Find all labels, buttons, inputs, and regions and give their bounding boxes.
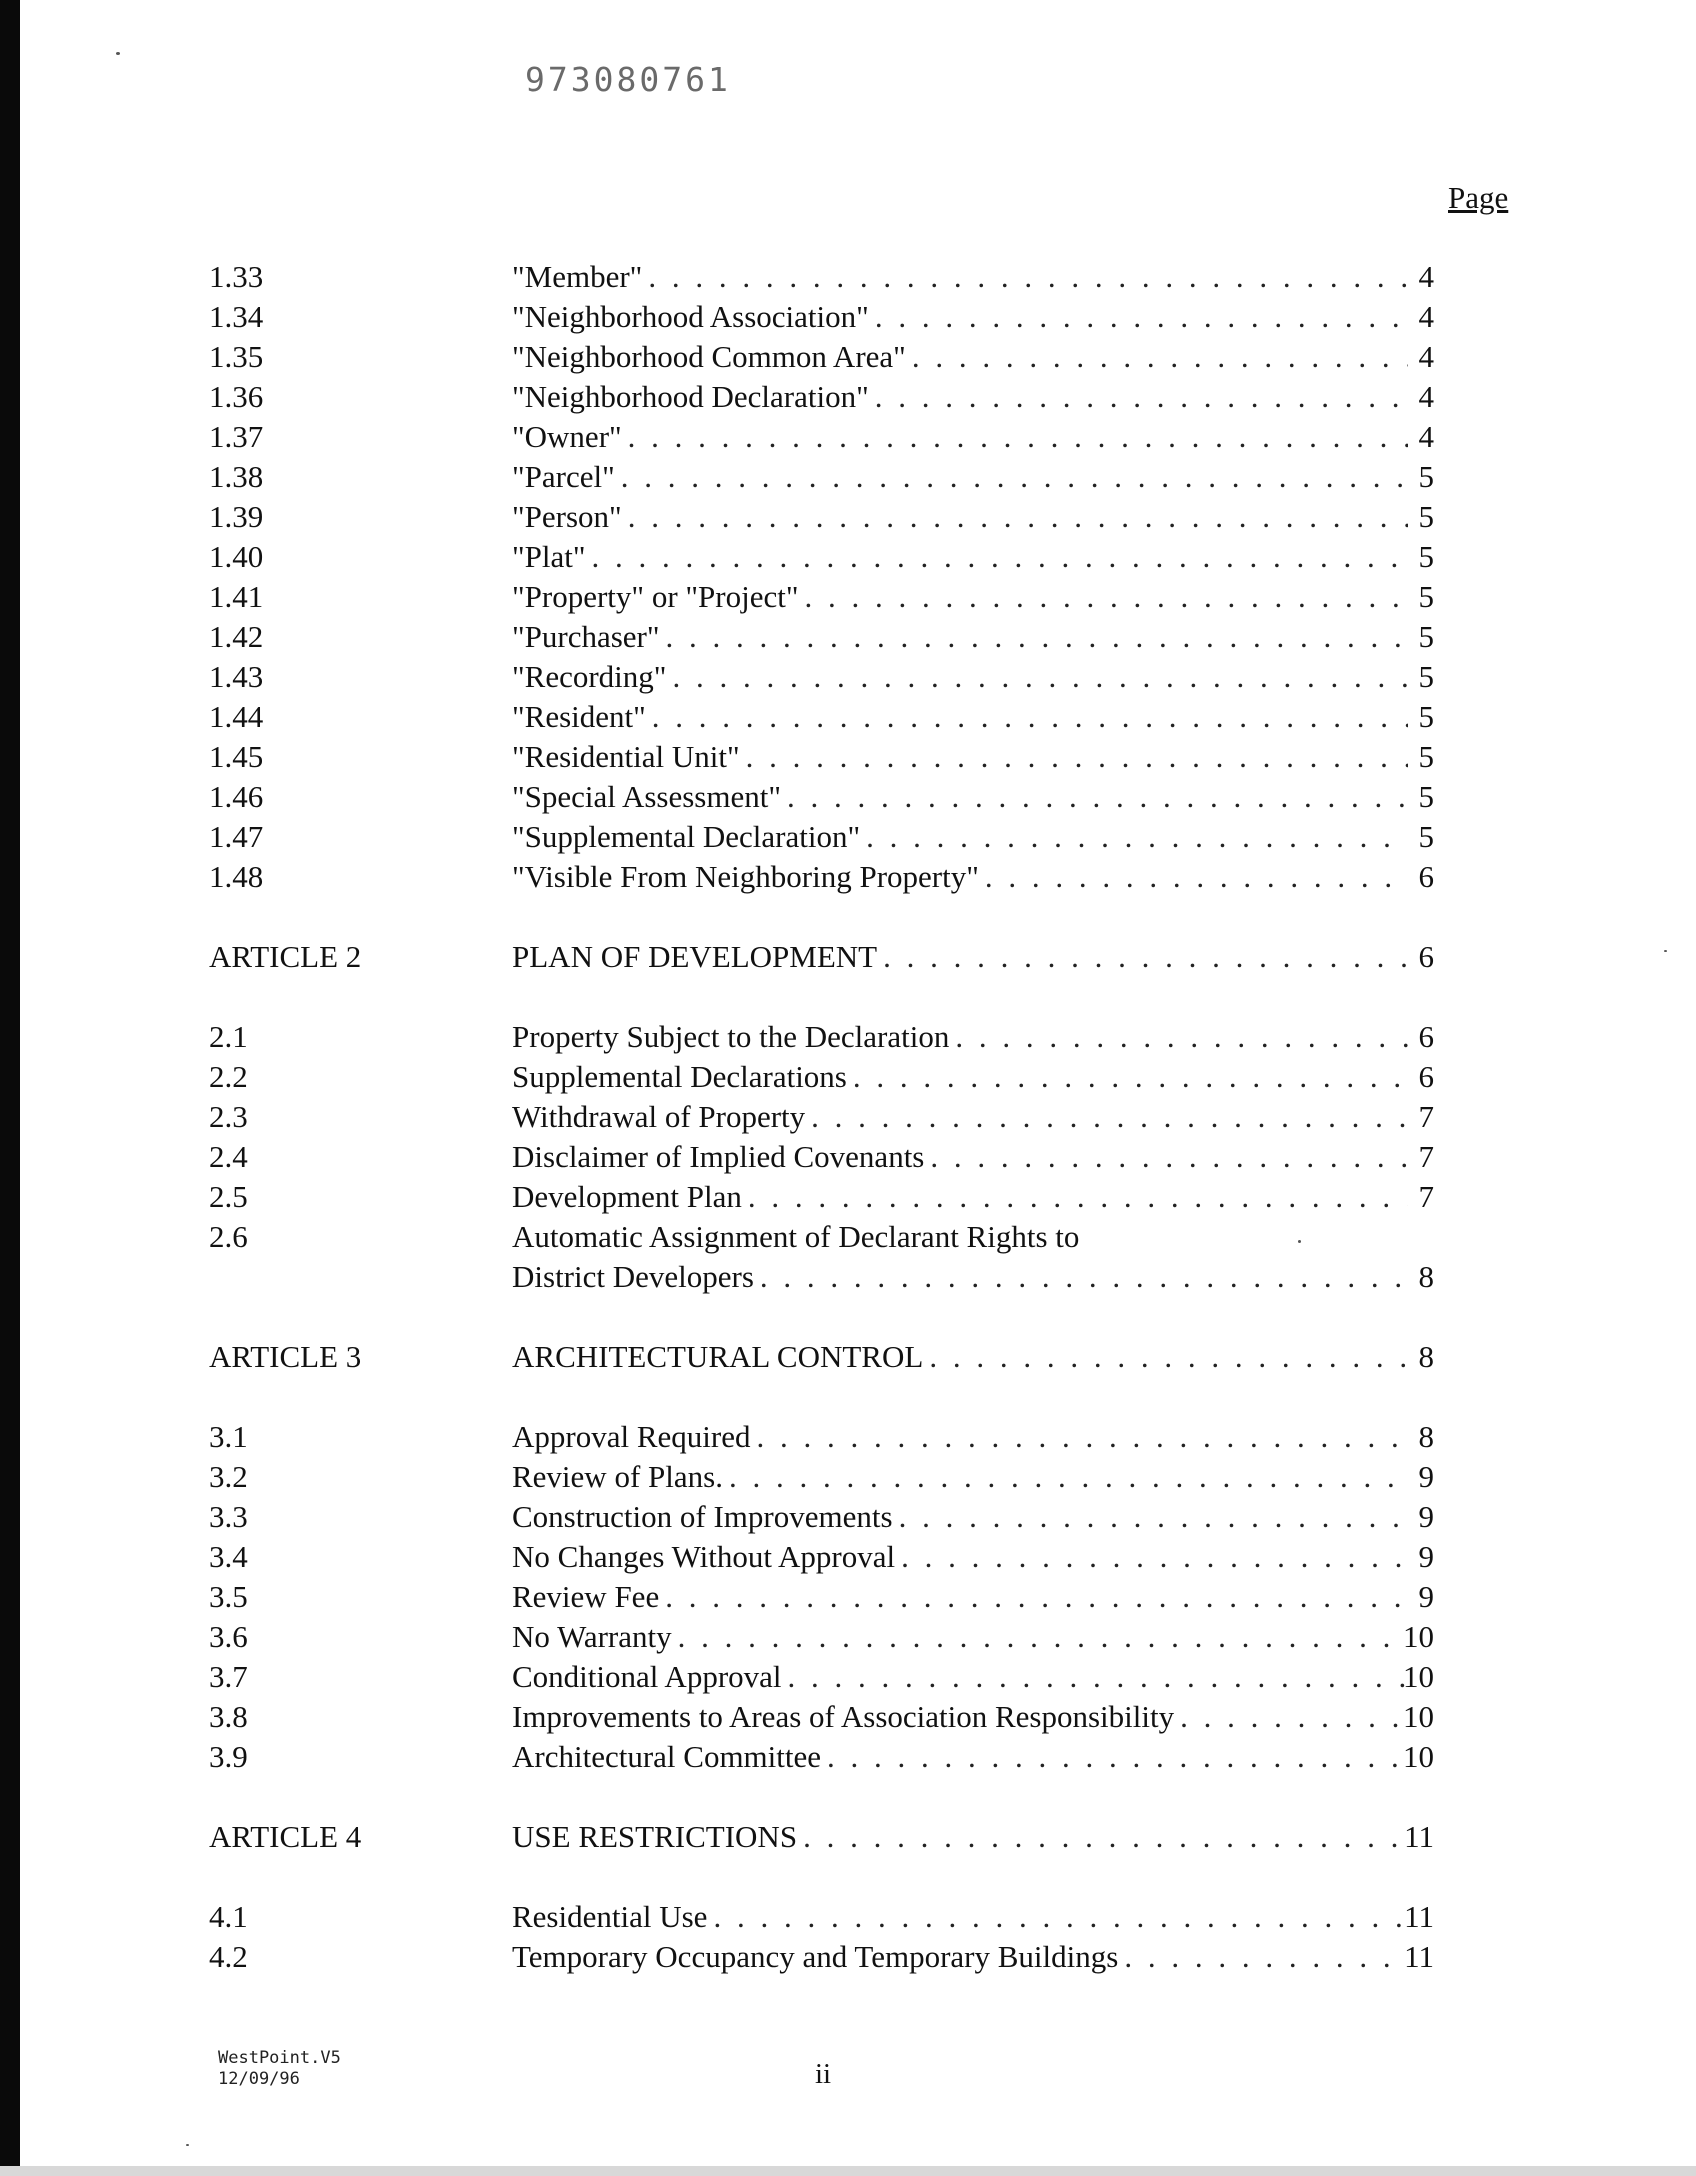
dot-leader [805, 578, 1408, 616]
toc-title: Withdrawal of Property [512, 1099, 806, 1134]
toc-title-leader [512, 1938, 1414, 1976]
dot-leader [788, 1658, 1408, 1696]
toc-page-number: 4 [1418, 299, 1434, 334]
toc-row [0, 778, 1696, 816]
toc-page-number: 4 [1418, 259, 1434, 294]
toc-row [0, 578, 1696, 616]
toc-title-leader [512, 858, 1414, 896]
document-stamp-number: 973080761 [525, 60, 731, 99]
toc-section-number: 1.33 [209, 259, 264, 294]
dot-leader [729, 1458, 1408, 1496]
toc-row [0, 1458, 1696, 1496]
toc-page-number: 5 [1418, 819, 1434, 854]
dot-leader [760, 1258, 1408, 1296]
toc-row [0, 658, 1696, 696]
toc-row [0, 258, 1696, 296]
toc-section-number: 1.48 [209, 859, 264, 894]
toc-title-leader [512, 418, 1414, 456]
toc-section-number: 4.1 [209, 1899, 248, 1934]
dot-leader [665, 1578, 1408, 1616]
toc-title: "Supplemental Declaration" [512, 819, 861, 854]
dot-leader [883, 938, 1408, 976]
toc-section-number: 2.5 [209, 1179, 248, 1214]
toc-title: "Special Assessment" [512, 779, 781, 814]
toc-section-number: 3.2 [209, 1459, 248, 1494]
toc-page-number: 7 [1418, 1179, 1434, 1214]
toc-title: Temporary Occupancy and Temporary Buildings [512, 1939, 1119, 1974]
toc-title-leader [512, 1898, 1414, 1936]
toc-page-number: 8 [1418, 1419, 1434, 1454]
toc-section-number: 3.4 [209, 1539, 248, 1574]
toc-page-number: 5 [1418, 579, 1434, 614]
toc-section-number: 2.2 [209, 1059, 248, 1094]
dot-leader [901, 1538, 1408, 1576]
toc-title: "Plat" [512, 539, 586, 574]
toc-title: Development Plan [512, 1179, 742, 1214]
toc-section-number: 1.41 [209, 579, 264, 614]
toc-title: PLAN OF DEVELOPMENT [512, 939, 878, 974]
toc-title: Construction of Improvements [512, 1499, 893, 1534]
toc-section-number: ARTICLE 4 [209, 1819, 362, 1854]
toc-row [0, 338, 1696, 376]
dot-leader [985, 858, 1408, 896]
toc-title-leader [512, 378, 1414, 416]
toc-page-number: 5 [1418, 699, 1434, 734]
toc-row [0, 1218, 1696, 1256]
toc-section-number: 2.1 [209, 1019, 248, 1054]
toc-section-number: 3.3 [209, 1499, 248, 1534]
toc-section-number: 1.38 [209, 459, 264, 494]
toc-row [0, 1698, 1696, 1736]
toc-row [0, 1578, 1696, 1616]
toc-title: "Parcel" [512, 459, 615, 494]
toc-section-number: 1.37 [209, 419, 264, 454]
toc-row [0, 1738, 1696, 1776]
toc-title-leader [512, 1418, 1414, 1456]
toc-section-number: 2.6 [209, 1219, 248, 1254]
toc-page-number: 6 [1418, 939, 1434, 974]
footer-page-number: ii [815, 2058, 832, 2090]
toc-title: "Purchaser" [512, 619, 660, 654]
page-column-heading: Page [1448, 180, 1509, 215]
toc-section-number: 2.4 [209, 1139, 248, 1174]
toc-page-number: 10 [1403, 1659, 1434, 1694]
toc-title-leader [512, 1818, 1414, 1856]
toc-title-leader [512, 698, 1414, 736]
toc-title: "Person" [512, 499, 622, 534]
toc-page-number: 5 [1418, 459, 1434, 494]
toc-title: Review Fee [512, 1579, 660, 1614]
toc-title: Residential Use [512, 1899, 708, 1934]
toc-section-number: 3.9 [209, 1739, 248, 1774]
dot-leader [827, 1738, 1408, 1776]
dot-leader [853, 1058, 1408, 1096]
toc-page-number: 11 [1404, 1899, 1434, 1934]
toc-title: Architectural Committee [512, 1739, 822, 1774]
toc-section-number: 1.40 [209, 539, 264, 574]
scan-speck [1664, 950, 1667, 952]
toc-page-number: 6 [1418, 1019, 1434, 1054]
toc-title: Improvements to Areas of Association Responsibility [512, 1699, 1175, 1734]
dot-leader [899, 1498, 1408, 1536]
toc-row [0, 1538, 1696, 1576]
toc-page-number: 11 [1404, 1939, 1434, 1974]
toc-page-number: 5 [1418, 659, 1434, 694]
dot-leader [929, 1338, 1408, 1376]
toc-title: No Warranty [512, 1619, 672, 1654]
dot-leader [652, 698, 1408, 736]
toc-section-number: 1.45 [209, 739, 264, 774]
toc-title: Supplemental Declarations [512, 1059, 847, 1094]
toc-section-number: 3.7 [209, 1659, 248, 1694]
toc-title: Disclaimer of Implied Covenants [512, 1139, 925, 1174]
toc-title: Review of Plans. [512, 1459, 723, 1494]
toc-title-leader [512, 338, 1414, 376]
toc-title-leader [512, 458, 1414, 496]
toc-title: USE RESTRICTIONS [512, 1819, 798, 1854]
scan-speck [116, 52, 120, 55]
toc-row [0, 1418, 1696, 1456]
dot-leader [875, 298, 1408, 336]
toc-page-number: 4 [1418, 339, 1434, 374]
toc-title: ARCHITECTURAL CONTROL [512, 1339, 924, 1374]
toc-title: Property Subject to the Declaration [512, 1019, 950, 1054]
toc-page-number: 5 [1418, 499, 1434, 534]
toc-page-number: 11 [1404, 1819, 1434, 1854]
toc-section-number: 3.1 [209, 1419, 248, 1454]
toc-page-number: 8 [1418, 1339, 1434, 1374]
toc-row [0, 538, 1696, 576]
toc-title-leader [512, 618, 1414, 656]
toc-row [0, 1658, 1696, 1696]
footer-file-info [218, 2048, 341, 2090]
toc-title: No Changes Without Approval [512, 1539, 896, 1574]
toc-article-row [0, 938, 1696, 976]
toc-title: "Resident" [512, 699, 646, 734]
dot-leader [666, 618, 1408, 656]
toc-row [0, 498, 1696, 536]
dot-leader [912, 338, 1408, 376]
toc-title-leader [512, 1618, 1414, 1656]
dot-leader [866, 818, 1408, 856]
toc-title-leader [512, 1738, 1414, 1776]
toc-title-leader [512, 1258, 1414, 1296]
footer-file-name: WestPoint.V5 [218, 2048, 341, 2068]
dot-leader [672, 658, 1408, 696]
toc-title-leader [512, 1698, 1414, 1736]
toc-section-number: 1.42 [209, 619, 264, 654]
toc-section-number: 1.44 [209, 699, 264, 734]
toc-title: Approval Required [512, 1419, 751, 1454]
dot-leader [621, 458, 1408, 496]
toc-title: "Owner" [512, 419, 622, 454]
toc-section-number: 1.43 [209, 659, 264, 694]
toc-title-leader [512, 538, 1414, 576]
toc-title-leader [512, 1658, 1414, 1696]
toc-title: "Neighborhood Declaration" [512, 379, 869, 414]
dot-leader [875, 378, 1408, 416]
toc-page-number: 5 [1418, 539, 1434, 574]
footer-date: 12/09/96 [218, 2069, 300, 2089]
toc-title-leader [512, 1138, 1414, 1176]
toc-title: "Neighborhood Association" [512, 299, 869, 334]
toc-title-leader [512, 578, 1414, 616]
toc-row [0, 738, 1696, 776]
toc-article-row [0, 1338, 1696, 1376]
toc-title-leader [512, 1098, 1414, 1136]
toc-row [0, 1018, 1696, 1056]
toc-section-number: 4.2 [209, 1939, 248, 1974]
toc-section-number: 3.8 [209, 1699, 248, 1734]
toc-row [0, 818, 1696, 856]
toc-page-number: 10 [1403, 1699, 1434, 1734]
toc-section-number: 1.47 [209, 819, 264, 854]
toc-row [0, 618, 1696, 656]
toc-title: "Recording" [512, 659, 667, 694]
toc-row [0, 1098, 1696, 1136]
toc-title-leader [512, 1458, 1414, 1496]
toc-page-number: 9 [1418, 1459, 1434, 1494]
toc-page-number: 10 [1403, 1739, 1434, 1774]
toc-section-number: ARTICLE 3 [209, 1339, 362, 1374]
toc-page-number: 6 [1418, 859, 1434, 894]
toc-row [0, 1138, 1696, 1176]
toc-title: "Residential Unit" [512, 739, 740, 774]
toc-title: "Neighborhood Common Area" [512, 339, 906, 374]
toc-title-leader [512, 1018, 1414, 1056]
toc-row [0, 458, 1696, 496]
dot-leader [1180, 1698, 1408, 1736]
toc-title: "Property" or "Project" [512, 579, 799, 614]
dot-leader [678, 1618, 1408, 1656]
toc-row [0, 1618, 1696, 1656]
toc-title: District Developers [512, 1259, 754, 1294]
dot-leader [628, 418, 1408, 456]
toc-title-leader [512, 1538, 1414, 1576]
toc-row [0, 698, 1696, 736]
toc-page-number: 5 [1418, 619, 1434, 654]
toc-title-leader [512, 818, 1414, 856]
toc-section-number: 1.34 [209, 299, 264, 334]
toc-section-number: 1.46 [209, 779, 264, 814]
toc-title-leader [512, 1578, 1414, 1616]
toc-title-leader [512, 778, 1414, 816]
toc-title-leader [512, 938, 1414, 976]
scan-speck [186, 2144, 189, 2146]
dot-leader [803, 1818, 1408, 1856]
dot-leader [592, 538, 1408, 576]
toc-title-leader [512, 1058, 1414, 1096]
toc-row [0, 1898, 1696, 1936]
toc-page-number: 5 [1418, 779, 1434, 814]
toc-page-number: 8 [1418, 1259, 1434, 1294]
dot-leader [787, 778, 1408, 816]
dot-leader [713, 1898, 1408, 1936]
toc-title-leader [512, 1338, 1414, 1376]
toc-row [0, 1938, 1696, 1976]
toc-section-number: 3.6 [209, 1619, 248, 1654]
toc-article-row [0, 1818, 1696, 1856]
toc-row [0, 1498, 1696, 1536]
toc-page-number: 4 [1418, 379, 1434, 414]
toc-section-number: 1.36 [209, 379, 264, 414]
toc-title: Automatic Assignment of Declarant Rights to [512, 1219, 1080, 1254]
dot-leader [811, 1098, 1408, 1136]
toc-title: "Member" [512, 259, 643, 294]
toc-page-number: 9 [1418, 1499, 1434, 1534]
toc-section-number: 2.3 [209, 1099, 248, 1134]
toc-title: "Visible From Neighboring Property" [512, 859, 979, 894]
toc-title-leader [512, 258, 1414, 296]
toc-page-number: 4 [1418, 419, 1434, 454]
toc-page-number: 5 [1418, 739, 1434, 774]
toc-row [0, 418, 1696, 456]
toc-section-number: 1.35 [209, 339, 264, 374]
dot-leader [930, 1138, 1408, 1176]
toc-title-leader [512, 498, 1414, 536]
toc-page-number: 9 [1418, 1579, 1434, 1614]
toc-title: Conditional Approval [512, 1659, 782, 1694]
toc-section-number: 1.39 [209, 499, 264, 534]
toc-row [0, 1178, 1696, 1216]
toc-title-leader [512, 1178, 1414, 1216]
dot-leader [748, 1178, 1408, 1216]
toc-page-number: 7 [1418, 1139, 1434, 1174]
dot-leader [648, 258, 1408, 296]
toc-row [0, 378, 1696, 416]
toc-page-number: 6 [1418, 1059, 1434, 1094]
toc-row [0, 1058, 1696, 1096]
toc-page-number: 10 [1403, 1619, 1434, 1654]
toc-section-number: ARTICLE 2 [209, 939, 362, 974]
toc-page-number: 7 [1418, 1099, 1434, 1134]
scan-speck [1298, 1240, 1301, 1243]
toc-section-number: 3.5 [209, 1579, 248, 1614]
dot-leader [628, 498, 1408, 536]
dot-leader [1124, 1938, 1408, 1976]
toc-title-leader [512, 1498, 1414, 1536]
toc-row [0, 1258, 1696, 1296]
toc-title-leader [512, 658, 1414, 696]
toc-row [0, 858, 1696, 896]
toc-row [0, 298, 1696, 336]
toc-title-leader [512, 298, 1414, 336]
toc-page-number: 9 [1418, 1539, 1434, 1574]
dot-leader [955, 1018, 1408, 1056]
dot-leader [746, 738, 1408, 776]
toc-title-leader [512, 738, 1414, 776]
dot-leader [756, 1418, 1408, 1456]
